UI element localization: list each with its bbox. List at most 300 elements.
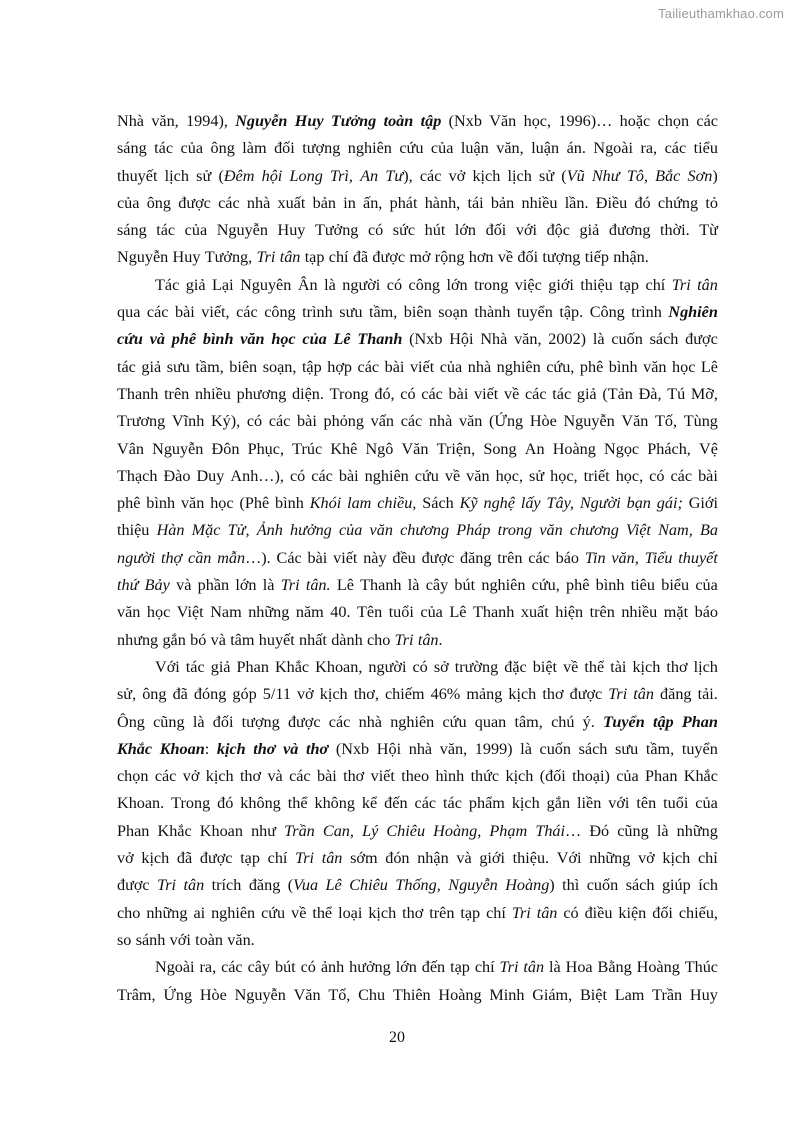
word: huyết <box>258 630 295 649</box>
word: kiện <box>618 903 647 922</box>
word: cây <box>425 576 449 595</box>
word: các <box>289 767 311 786</box>
word: tái <box>467 193 484 212</box>
word: Ứng <box>163 985 193 1004</box>
word: là <box>262 576 275 595</box>
word: đều <box>392 548 416 567</box>
word: Hoàng) <box>505 876 555 895</box>
word: học <box>672 357 696 376</box>
word: kịch <box>505 767 534 786</box>
word: được <box>199 849 233 868</box>
word: bài <box>174 303 195 322</box>
word: trong <box>497 521 533 540</box>
word: thiệu. <box>512 849 550 868</box>
word: Thái… <box>535 821 582 840</box>
word: các <box>525 384 547 403</box>
word: mặt <box>663 603 689 622</box>
word: Bắc <box>655 166 681 185</box>
word: sớm <box>350 849 378 868</box>
word: trên <box>164 384 190 403</box>
word: Nguyên <box>240 275 292 294</box>
word: ích <box>698 876 718 895</box>
word: được <box>287 712 321 731</box>
word: chứng <box>657 193 699 212</box>
word: Thanh <box>117 384 159 403</box>
word: Khắc <box>157 821 192 840</box>
word: ý. <box>582 712 595 731</box>
word: các <box>218 193 240 212</box>
word: kịch <box>508 685 537 704</box>
word: cuốn <box>611 330 643 349</box>
word: Mặc <box>191 521 221 540</box>
word: tầm, <box>368 303 398 322</box>
word: viết <box>409 357 435 376</box>
word: của <box>430 139 454 158</box>
word: đăng <box>660 685 692 704</box>
word: Tri <box>608 685 628 704</box>
text-line <box>117 982 718 1009</box>
word: viết <box>333 548 358 567</box>
word: rộng <box>434 248 465 267</box>
word: Hội <box>449 330 474 349</box>
word: tân. <box>417 630 443 649</box>
word: sử <box>196 166 212 185</box>
word: kịch <box>141 849 170 868</box>
word: cây <box>247 958 271 977</box>
word: tập <box>420 112 442 130</box>
word: nhận. <box>613 248 649 267</box>
word: văn <box>369 521 393 540</box>
word: cần <box>188 548 212 567</box>
word: Thanh <box>472 603 515 622</box>
word: văn <box>240 330 265 349</box>
word: đối <box>485 221 507 240</box>
word: công <box>264 303 296 322</box>
text-line <box>117 818 718 845</box>
word: Tư), <box>385 166 413 185</box>
text-line <box>117 545 718 572</box>
word: 5/11 <box>262 685 291 704</box>
word: giả <box>141 357 162 376</box>
word: Huy <box>689 985 718 1004</box>
word: đến <box>421 958 446 977</box>
word: có <box>367 221 384 240</box>
word: lớn <box>235 576 257 595</box>
word: nhà <box>408 739 433 758</box>
word: xuất <box>277 193 306 212</box>
word: Nghiên <box>668 303 718 322</box>
word: triết <box>583 466 610 485</box>
word: giả <box>185 275 206 294</box>
word: các <box>154 767 177 786</box>
word: đến <box>384 794 408 813</box>
word: là <box>656 821 669 840</box>
word: Lê <box>449 603 467 622</box>
word: (Nxb <box>409 330 443 349</box>
word: nhưng <box>117 630 159 649</box>
word: sáng <box>117 139 147 158</box>
word: tuổi <box>663 794 689 813</box>
word: Với <box>556 849 582 868</box>
word: phương <box>236 384 287 403</box>
word: cũng <box>617 821 649 840</box>
word: tác <box>117 357 136 376</box>
word: Trương <box>117 412 166 431</box>
word: hội <box>261 166 283 185</box>
word: là <box>549 958 561 977</box>
word: bài <box>297 412 317 431</box>
word: Từ <box>699 221 718 240</box>
word: Nguyễn <box>216 221 268 240</box>
word: biên <box>229 357 258 376</box>
word: bài <box>698 466 718 485</box>
word: Huy <box>277 221 306 240</box>
word: kịch <box>205 767 234 786</box>
word: sử <box>539 166 555 185</box>
word: An <box>524 439 545 458</box>
text-line <box>117 381 718 408</box>
word: thì <box>562 876 580 895</box>
word: Bằng <box>597 958 632 977</box>
word: Can, <box>322 821 354 840</box>
word: thơ <box>666 657 688 676</box>
word: độc <box>546 221 570 240</box>
word: Tác <box>155 275 180 294</box>
word: cứu, <box>546 357 575 376</box>
word: thơ <box>253 739 276 758</box>
word: vở <box>182 767 200 786</box>
word: Ân <box>297 275 318 294</box>
word: tân <box>279 248 301 267</box>
word: An <box>360 166 379 185</box>
word: tác <box>156 221 176 240</box>
word: phê <box>579 357 604 376</box>
word: tân <box>523 958 545 977</box>
word: Sách <box>422 494 454 513</box>
word: ấn, <box>363 193 383 212</box>
word: nghiên <box>211 903 256 922</box>
word: với <box>515 221 537 240</box>
word: và <box>210 630 226 649</box>
word: kịch <box>511 794 540 813</box>
word: bình <box>608 357 638 376</box>
word: tỏ <box>705 193 718 212</box>
word: gái; <box>656 494 683 513</box>
word: tiếp <box>584 248 609 267</box>
word: cũng <box>153 712 185 731</box>
word: không <box>314 794 355 813</box>
word: được <box>421 548 455 567</box>
word: bình <box>202 330 234 349</box>
word: học, <box>550 466 578 485</box>
word: kể <box>361 794 378 813</box>
word: kịch <box>368 903 397 922</box>
word: tuổi <box>388 603 414 622</box>
word: sử <box>529 466 545 485</box>
word: chí <box>645 275 666 294</box>
word: (Tản <box>602 384 633 403</box>
word: có <box>563 903 579 922</box>
word: vở <box>638 849 655 868</box>
word: Chiêu <box>349 876 388 895</box>
word: nhà <box>467 357 492 376</box>
word: Việt <box>626 521 651 540</box>
word: ra, <box>199 958 217 977</box>
word: Trong <box>171 794 211 813</box>
word: đó <box>217 794 234 813</box>
word: Hoàng, <box>433 821 482 840</box>
word: Khoan, <box>315 657 363 676</box>
word: các <box>664 139 687 158</box>
word: cứu <box>117 330 143 349</box>
word: Văn <box>621 412 649 431</box>
word: có <box>412 657 428 676</box>
word: lịch <box>164 166 189 185</box>
word: Như <box>591 166 620 185</box>
word: Duy <box>196 466 225 485</box>
word: tân <box>536 903 558 922</box>
word: thể <box>584 657 605 676</box>
word: thuyết <box>678 548 718 567</box>
word: hiện <box>555 603 584 622</box>
word: tạp <box>460 903 481 922</box>
word: này <box>363 548 387 567</box>
word: về <box>444 466 461 485</box>
word: biểu <box>661 576 690 595</box>
word: Tri <box>157 876 177 895</box>
word: trình <box>631 303 662 322</box>
word: thợ <box>160 548 183 567</box>
word: những <box>146 903 188 922</box>
word: có <box>300 958 316 977</box>
word: Đà, <box>638 384 662 403</box>
word: tác <box>443 794 462 813</box>
word: Anh…), <box>230 466 284 485</box>
word: kịch <box>632 657 661 676</box>
word: văn, <box>439 739 468 758</box>
word: tác <box>154 139 174 158</box>
word: bút <box>454 576 476 595</box>
word: Ngoài <box>155 958 195 977</box>
word: chiếm <box>384 685 425 704</box>
word: thời. <box>660 221 690 240</box>
word: trên <box>429 903 455 922</box>
word: học, <box>495 466 523 485</box>
word: là <box>520 739 532 758</box>
word: có <box>400 384 416 403</box>
text-line <box>117 790 718 817</box>
word: Văn <box>401 439 429 458</box>
word: viết, <box>201 303 230 322</box>
word: nhà <box>246 193 271 212</box>
word: được <box>178 193 211 212</box>
word: kịch <box>662 849 691 868</box>
word: Người <box>579 494 621 513</box>
word: gắn <box>546 794 571 813</box>
text-line <box>117 163 718 190</box>
word: Tùng <box>683 412 718 431</box>
word: viết <box>474 384 499 403</box>
word: biệt <box>532 657 558 676</box>
text-line <box>117 436 718 463</box>
word: các <box>311 466 333 485</box>
word: trường <box>454 657 499 676</box>
text-line <box>117 326 718 353</box>
word: thể <box>287 794 308 813</box>
word: Nguyễn <box>563 412 615 431</box>
word: Tử, <box>227 521 250 540</box>
word: văn, <box>611 548 639 567</box>
word: lớn <box>446 275 468 294</box>
word: mảng <box>466 685 503 704</box>
word: các <box>221 958 243 977</box>
word: sách <box>578 739 608 758</box>
word: ông <box>142 685 167 704</box>
word: Ngô <box>365 439 394 458</box>
word: Tây, <box>546 494 574 513</box>
word: sưu <box>615 739 639 758</box>
word: lớn <box>454 221 477 240</box>
word: Pháp <box>456 521 491 540</box>
word: kịch <box>472 166 501 185</box>
word: Tên <box>357 603 383 622</box>
word: đó <box>634 193 651 212</box>
word: Nguyễn <box>235 112 288 130</box>
word: nghiên <box>481 576 526 595</box>
word: văn <box>458 412 483 431</box>
word: các <box>236 303 258 322</box>
word: phê <box>566 576 590 595</box>
word: phỏng <box>323 412 364 431</box>
word: như <box>251 821 277 840</box>
word: Long <box>289 166 323 185</box>
word: những <box>248 603 290 622</box>
word: Nam <box>210 603 242 622</box>
word: bình <box>595 576 625 595</box>
word: tân. <box>305 576 331 595</box>
word: sáng <box>117 221 147 240</box>
word: Hàn <box>156 521 185 540</box>
word: bài <box>384 357 405 376</box>
word: vấn <box>370 412 395 431</box>
word: thơ, <box>353 685 379 704</box>
word: hưởng <box>290 521 332 540</box>
word: Khoan: <box>159 739 210 758</box>
word: người <box>117 548 156 567</box>
word: các <box>146 303 169 322</box>
text-line <box>117 463 718 490</box>
word: thơ <box>542 685 564 704</box>
word: Tú <box>667 384 686 403</box>
word: Trần <box>652 985 683 1004</box>
word: hợp <box>327 357 352 376</box>
word: các <box>696 112 718 130</box>
word: Thúc <box>684 958 718 977</box>
word: Phách, <box>647 439 691 458</box>
word: cứu <box>399 139 424 158</box>
word: trích <box>211 876 242 895</box>
text-line <box>117 490 718 517</box>
word: Chu <box>358 985 386 1004</box>
word: tạp <box>619 275 640 294</box>
word: Chiêu <box>386 821 426 840</box>
text-line <box>117 654 718 681</box>
word: kịch <box>216 739 246 758</box>
word: Biệt <box>579 985 607 1004</box>
word: tượng <box>302 139 341 158</box>
word: tạp <box>240 849 260 868</box>
word: về <box>504 384 520 403</box>
word: in <box>343 193 356 212</box>
word: Tri <box>295 849 315 868</box>
word: tuyển <box>681 739 718 758</box>
word: Phan <box>117 821 150 840</box>
document-body <box>117 108 718 1009</box>
word: Tưởng, <box>204 248 253 267</box>
word: học <box>271 330 296 349</box>
word: với <box>608 794 630 813</box>
word: nhiều <box>521 193 558 212</box>
word: bạn <box>626 494 651 513</box>
text-line <box>117 354 718 381</box>
watermark-text: Tailieuthamkhao.com <box>658 6 784 21</box>
word: Tri <box>511 903 531 922</box>
word: biên <box>403 303 432 322</box>
word: Nhà <box>117 112 144 130</box>
word: Trâm, <box>117 985 156 1004</box>
word: của <box>338 521 363 540</box>
word: năm <box>295 603 324 622</box>
word: Phục, <box>247 439 284 458</box>
word: Nam, <box>658 521 693 540</box>
word: đặc <box>504 657 527 676</box>
word: Hoa <box>565 958 593 977</box>
word: hút <box>424 221 446 240</box>
word: toàn <box>383 112 414 130</box>
word: Lam <box>614 985 645 1004</box>
word: (Vũ <box>561 166 585 185</box>
word: cứu <box>414 466 439 485</box>
word: 2002) <box>548 330 587 349</box>
word: Thanh <box>360 576 402 595</box>
word: cho <box>366 630 391 649</box>
word: chọn <box>117 767 149 786</box>
word: có <box>246 412 263 431</box>
word: thơ <box>343 767 365 786</box>
word: học <box>210 494 234 513</box>
word: mẫn…). <box>217 548 271 567</box>
word: giúp <box>661 876 691 895</box>
word: phẩm <box>468 794 505 813</box>
word: Nguyễn <box>152 439 204 458</box>
word: chỉ <box>697 849 718 868</box>
word: Khoan <box>199 821 243 840</box>
word: chương <box>400 521 450 540</box>
word: cho <box>117 903 141 922</box>
word: của <box>302 330 327 349</box>
word: chiều, <box>377 494 417 513</box>
word: ảnh <box>320 958 345 977</box>
word: viết <box>370 767 395 786</box>
word: Tiểu <box>644 548 673 567</box>
word: người <box>368 657 407 676</box>
word: tầm, <box>645 739 675 758</box>
word: và <box>283 739 299 758</box>
word: sưu <box>166 357 190 376</box>
word: đăng <box>248 876 281 895</box>
word: tiểu <box>693 139 718 158</box>
word: Giới <box>688 494 718 513</box>
